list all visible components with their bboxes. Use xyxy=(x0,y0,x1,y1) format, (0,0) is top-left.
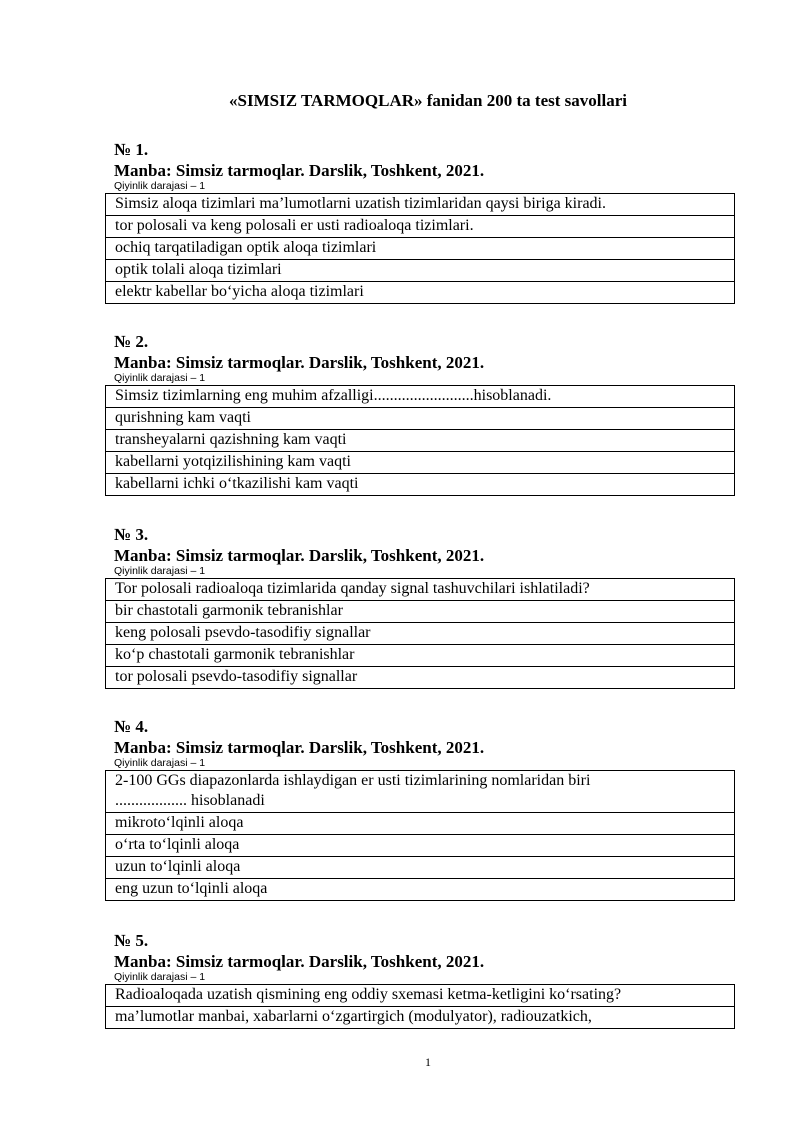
question-table xyxy=(105,984,735,1029)
answer-option: optik tolali aloqa tizimlari xyxy=(106,259,734,281)
question-block xyxy=(114,524,736,689)
question-block xyxy=(114,139,736,304)
question-number: № 4. xyxy=(114,717,149,736)
question-source: Manba: Simsiz tarmoqlar. Darslik, Toshkent, 2021. xyxy=(114,546,485,565)
question-text: Tor polosali radioaloqa tizimlarida qanday signal tashuvchilari ishlatiladi? xyxy=(115,580,590,597)
answer-option: eng uzun to‘lqinli aloqa xyxy=(106,878,734,900)
question-number: № 2. xyxy=(114,332,149,351)
page-number: 1 xyxy=(425,1055,431,1069)
answer-option: uzun to‘lqinli aloqa xyxy=(106,856,734,878)
question-table xyxy=(105,385,735,496)
question-text: Radioaloqada uzatish qismining eng oddiy sxemasi ketma-ketligini ko‘rsating? xyxy=(115,986,622,1003)
document-title: «SIMSIZ TARMOQLAR» fanidan 200 ta test savollari xyxy=(229,91,627,110)
question-number: № 3. xyxy=(114,525,149,544)
answer-option: bir chastotali garmonik tebranishlar xyxy=(106,600,734,622)
question-text: 2-100 GGs diapazonlarda ishlaydigan er usti tizimlarining nomlaridan biri .................. hisoblanadi xyxy=(115,772,591,809)
difficulty-level: Qiyinlik darajasi – 1 xyxy=(114,372,206,384)
answer-option: ma’lumotlar manbai, xabarlarni o‘zgartirgich (modulyator), radiouzatkich, xyxy=(106,1006,734,1028)
question-source: Manba: Simsiz tarmoqlar. Darslik, Toshkent, 2021. xyxy=(114,738,485,757)
question-source: Manba: Simsiz tarmoqlar. Darslik, Toshkent, 2021. xyxy=(114,161,485,180)
question-number: № 1. xyxy=(114,140,149,159)
question-block xyxy=(114,331,736,496)
answer-option: o‘rta to‘lqinli aloqa xyxy=(106,834,734,856)
answer-option: ko‘p chastotali garmonik tebranishlar xyxy=(106,644,734,666)
question-table xyxy=(105,770,735,901)
question-block xyxy=(114,716,736,901)
question-number: № 5. xyxy=(114,931,149,950)
answer-option: keng polosali psevdo-tasodifiy signallar xyxy=(106,622,734,644)
difficulty-level: Qiyinlik darajasi – 1 xyxy=(114,565,206,577)
answer-option: tor polosali psevdo-tasodifiy signallar xyxy=(106,666,734,688)
answer-option: transheyalarni qazishning kam vaqti xyxy=(106,429,734,451)
question-text: Simsiz aloqa tizimlari ma’lumotlarni uzatish tizimlaridan qaysi biriga kiradi. xyxy=(115,195,606,212)
question-table xyxy=(105,578,735,689)
answer-option: tor polosali va keng polosali er usti radioaloqa tizimlari. xyxy=(106,215,734,237)
question-block xyxy=(114,930,736,1029)
question-table xyxy=(105,193,735,304)
difficulty-level: Qiyinlik darajasi – 1 xyxy=(114,971,206,983)
answer-option: ochiq tarqatiladigan optik aloqa tizimlari xyxy=(106,237,734,259)
answer-option: mikroto‘lqinli aloqa xyxy=(106,812,734,834)
difficulty-level: Qiyinlik darajasi – 1 xyxy=(114,757,206,769)
question-source: Manba: Simsiz tarmoqlar. Darslik, Toshkent, 2021. xyxy=(114,353,485,372)
question-source: Manba: Simsiz tarmoqlar. Darslik, Toshkent, 2021. xyxy=(114,952,485,971)
question-text: Simsiz tizimlarning eng muhim afzalligi.........................hisoblanadi. xyxy=(115,387,552,404)
answer-option: qurishning kam vaqti xyxy=(106,407,734,429)
answer-option: kabellarni ichki o‘tkazilishi kam vaqti xyxy=(106,473,734,495)
difficulty-level: Qiyinlik darajasi – 1 xyxy=(114,180,206,192)
answer-option: elektr kabellar bo‘yicha aloqa tizimlari xyxy=(106,281,734,303)
answer-option: kabellarni yotqizilishining kam vaqti xyxy=(106,451,734,473)
